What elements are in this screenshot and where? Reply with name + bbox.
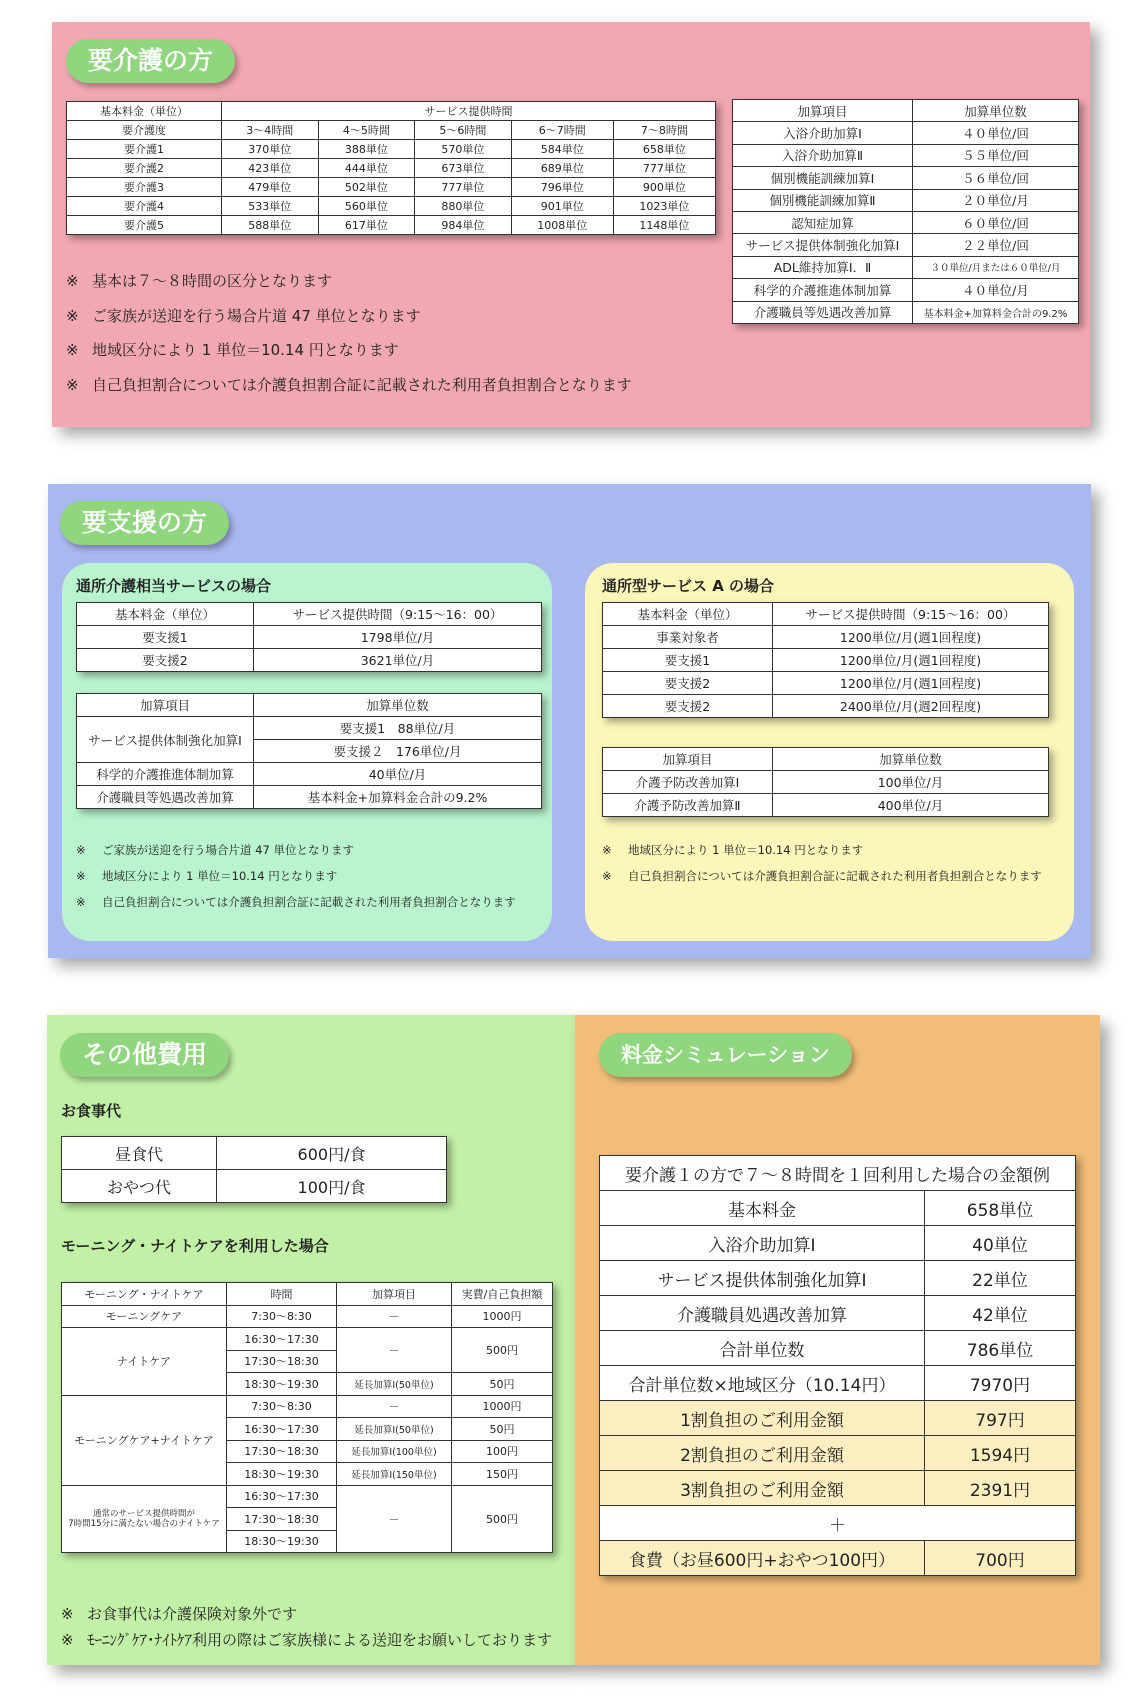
other-note: ※ お食事代は介護保険対象外です bbox=[61, 1605, 298, 1623]
table-cell: 昼食代 bbox=[62, 1137, 217, 1170]
support-right-subtitle: 通所型サービス A の場合 bbox=[602, 577, 775, 595]
table-header: 加算項目 bbox=[337, 1283, 452, 1306]
table-row bbox=[733, 189, 1079, 211]
support-left-note: ※ ご家族が送迎を行う場合片道 47 単位となります bbox=[76, 843, 354, 857]
table-cell: － bbox=[337, 1485, 452, 1553]
other-panel bbox=[47, 1015, 575, 1665]
table-cell: 444単位 bbox=[318, 159, 415, 178]
table-row bbox=[603, 771, 1049, 794]
table-row bbox=[67, 216, 716, 235]
other-note: ※ ﾓｰﾆﾝｸﾞｹｱ･ﾅｲﾄｹｱ利用の際はご家族様による送迎をお願いしております bbox=[61, 1631, 553, 1649]
table-row bbox=[733, 122, 1079, 144]
table-cell: ５６単位/回 bbox=[913, 167, 1079, 189]
table-cell: 18:30～19:30 bbox=[227, 1530, 337, 1553]
table-cell: 要支援1 bbox=[603, 649, 773, 672]
table-cell: 786単位 bbox=[925, 1331, 1076, 1366]
table-cell: 584単位 bbox=[511, 140, 613, 159]
table-cell: 40単位 bbox=[925, 1226, 1076, 1261]
table-header: 加算単位数 bbox=[913, 100, 1079, 122]
table-cell: 要支援２ 176単位/月 bbox=[254, 740, 542, 763]
table-header: 加算項目 bbox=[733, 100, 913, 122]
table-row bbox=[733, 301, 1079, 323]
table-cell: 要支援2 bbox=[77, 649, 254, 672]
table-row bbox=[67, 140, 716, 159]
table-cell: 1000円 bbox=[452, 1395, 553, 1418]
table-cell: 基本料金 bbox=[600, 1191, 925, 1226]
support-left-base-table bbox=[76, 602, 542, 672]
table-cell: 認知症加算 bbox=[733, 211, 913, 233]
support-right-base-table bbox=[602, 602, 1049, 718]
table-header: 6～7時間 bbox=[511, 121, 613, 140]
table-cell: 100円/食 bbox=[217, 1170, 447, 1203]
table-row bbox=[733, 167, 1079, 189]
table-cell: 18:30～19:30 bbox=[227, 1373, 337, 1396]
table-cell: 400単位/月 bbox=[773, 794, 1049, 817]
table-cell: 984単位 bbox=[415, 216, 512, 235]
table-row bbox=[733, 279, 1079, 301]
table-cell: 22単位 bbox=[925, 1261, 1076, 1296]
table-cell: 要介護2 bbox=[67, 159, 222, 178]
table-row bbox=[62, 1485, 553, 1508]
table-cell: 900単位 bbox=[613, 178, 715, 197]
table-cell: 16:30～17:30 bbox=[227, 1485, 337, 1508]
table-cell: 370単位 bbox=[222, 140, 319, 159]
table-cell: サービス提供体制強化加算Ⅰ bbox=[733, 234, 913, 256]
table-cell: 入浴介助加算Ⅰ bbox=[733, 122, 913, 144]
table-cell: 科学的介護推進体制加算 bbox=[77, 763, 254, 786]
table-header: 加算項目 bbox=[77, 694, 254, 717]
table-cell: 1148単位 bbox=[613, 216, 715, 235]
meal-table bbox=[61, 1136, 447, 1203]
table-cell: 40単位/月 bbox=[254, 763, 542, 786]
table-row bbox=[77, 763, 542, 786]
table-cell: ４０単位/月 bbox=[913, 279, 1079, 301]
table-header: 7～8時間 bbox=[613, 121, 715, 140]
table-cell: 1594円 bbox=[925, 1436, 1076, 1471]
table-cell: － bbox=[337, 1305, 452, 1328]
table-cell: 個別機能訓練加算Ⅱ bbox=[733, 189, 913, 211]
table-cell: 1200単位/月(週1回程度) bbox=[773, 626, 1049, 649]
table-cell: 100単位/月 bbox=[773, 771, 1049, 794]
table-row bbox=[600, 1261, 1076, 1296]
care-panel bbox=[52, 22, 1090, 427]
care-note: ※ ご家族が送迎を行う場合片道 47 単位となります bbox=[66, 307, 421, 325]
table-header: モーニング・ナイトケア bbox=[62, 1283, 227, 1306]
table-cell: 介護職員処遇改善加算 bbox=[600, 1296, 925, 1331]
table-cell: 700円 bbox=[925, 1541, 1076, 1576]
table-row bbox=[62, 1395, 553, 1418]
table-cell: ５５単位/回 bbox=[913, 144, 1079, 166]
table-cell: ６０単位/回 bbox=[913, 211, 1079, 233]
table-cell: モーニングケア bbox=[62, 1305, 227, 1328]
table-cell: モーニングケア+ナイトケア bbox=[62, 1395, 227, 1485]
table-row bbox=[603, 672, 1049, 695]
table-cell: 1200単位/月(週1回程度) bbox=[773, 649, 1049, 672]
table-row bbox=[600, 1296, 1076, 1331]
support-right-box bbox=[585, 563, 1074, 941]
table-cell: 延長加算Ⅰ(50単位) bbox=[337, 1418, 452, 1441]
care-note: ※ 地域区分により 1 単位＝10.14 円となります bbox=[66, 341, 399, 359]
table-cell: ３０単位/月または６０単位/月 bbox=[913, 256, 1079, 278]
care-option-label: モーニング・ナイトケアを利用した場合 bbox=[61, 1237, 329, 1255]
table-cell: 42単位 bbox=[925, 1296, 1076, 1331]
table-cell: 16:30～17:30 bbox=[227, 1328, 337, 1351]
table-row bbox=[733, 256, 1079, 278]
table-cell: 基本料金+加算料金合計の9.2% bbox=[254, 786, 542, 809]
simulation-panel bbox=[575, 1015, 1100, 1665]
table-cell: 777単位 bbox=[415, 178, 512, 197]
table-cell: 50円 bbox=[452, 1418, 553, 1441]
table-cell: 3621単位/月 bbox=[254, 649, 542, 672]
table-row bbox=[77, 717, 542, 740]
table-cell: 18:30～19:30 bbox=[227, 1463, 337, 1486]
table-cell: 17:30～18:30 bbox=[227, 1350, 337, 1373]
table-row bbox=[600, 1191, 1076, 1226]
care-addition-table bbox=[732, 99, 1079, 324]
table-header: サービス提供時間 bbox=[222, 102, 716, 121]
table-header: 加算単位数 bbox=[254, 694, 542, 717]
support-title: 要支援の方 bbox=[60, 501, 229, 545]
table-cell: 658単位 bbox=[613, 140, 715, 159]
support-left-note: ※ 地域区分により 1 単位＝10.14 円となります bbox=[76, 869, 338, 883]
table-cell: 要支援2 bbox=[603, 672, 773, 695]
table-row bbox=[67, 178, 716, 197]
table-cell: 入浴介助加算Ⅱ bbox=[733, 144, 913, 166]
care-note: ※ 自己負担割合については介護負担割合証に記載された利用者負担割合となります bbox=[66, 376, 632, 394]
table-cell: 689単位 bbox=[511, 159, 613, 178]
table-cell: ２０単位/月 bbox=[913, 189, 1079, 211]
table-cell: 延長加算Ⅰ(100単位) bbox=[337, 1440, 452, 1463]
table-row bbox=[62, 1137, 447, 1170]
table-cell: 要支援1 bbox=[77, 626, 254, 649]
table-cell: 796単位 bbox=[511, 178, 613, 197]
table-row bbox=[600, 1366, 1076, 1401]
table-cell: 介護予防改善加算Ⅰ bbox=[603, 771, 773, 794]
support-left-note: ※ 自己負担割合については介護負担割合証に記載された利用者負担割合となります bbox=[76, 895, 516, 909]
table-row bbox=[733, 211, 1079, 233]
table-cell: 介護予防改善加算Ⅱ bbox=[603, 794, 773, 817]
table-cell: ２２単位/回 bbox=[913, 234, 1079, 256]
support-right-add-table bbox=[602, 747, 1049, 817]
table-cell: 1008単位 bbox=[511, 216, 613, 235]
table-cell: 要支援1 88単位/月 bbox=[254, 717, 542, 740]
table-cell: 901単位 bbox=[511, 197, 613, 216]
table-cell: 617単位 bbox=[318, 216, 415, 235]
table-cell: 600円/食 bbox=[217, 1137, 447, 1170]
table-cell: 介護職員等処遇改善加算 bbox=[733, 301, 913, 323]
table-cell: 16:30～17:30 bbox=[227, 1418, 337, 1441]
table-cell: 500円 bbox=[452, 1328, 553, 1373]
table-cell: 502単位 bbox=[318, 178, 415, 197]
table-cell: 延長加算Ⅰ(50単位) bbox=[337, 1373, 452, 1396]
table-header: 5～6時間 bbox=[415, 121, 512, 140]
table-cell: 7:30～8:30 bbox=[227, 1305, 337, 1328]
table-header: 加算単位数 bbox=[773, 748, 1049, 771]
support-left-add-table bbox=[76, 693, 542, 809]
table-cell: 1割負担のご利用金額 bbox=[600, 1401, 925, 1436]
care-note: ※ 基本は７～８時間の区分となります bbox=[66, 272, 333, 290]
table-header: サービス提供時間（9:15～16：00） bbox=[773, 603, 1049, 626]
table-cell: 食費（お昼600円+おやつ100円） bbox=[600, 1541, 925, 1576]
table-row bbox=[62, 1170, 447, 1203]
table-cell: － bbox=[337, 1328, 452, 1373]
table-cell: 17:30～18:30 bbox=[227, 1440, 337, 1463]
table-cell: ADL維持加算Ⅰ．Ⅱ bbox=[733, 256, 913, 278]
table-cell: － bbox=[337, 1395, 452, 1418]
table-header: 4～5時間 bbox=[318, 121, 415, 140]
table-cell: 1798単位/月 bbox=[254, 626, 542, 649]
table-cell: ４０単位/回 bbox=[913, 122, 1079, 144]
table-cell: 介護職員等処遇改善加算 bbox=[77, 786, 254, 809]
table-cell: 通常のサービス提供時間が 7時間15分に満たない場合のナイトケア bbox=[62, 1485, 227, 1553]
table-cell: 533単位 bbox=[222, 197, 319, 216]
table-cell: 880単位 bbox=[415, 197, 512, 216]
table-cell: 延長加算Ⅰ(150単位) bbox=[337, 1463, 452, 1486]
table-cell: 要介護3 bbox=[67, 178, 222, 197]
table-cell: 150円 bbox=[452, 1463, 553, 1486]
table-cell: 入浴介助加算Ⅰ bbox=[600, 1226, 925, 1261]
morning-night-table bbox=[61, 1282, 553, 1553]
support-left-subtitle: 通所介護相当サービスの場合 bbox=[76, 577, 272, 595]
table-row bbox=[733, 234, 1079, 256]
table-cell: 事業対象者 bbox=[603, 626, 773, 649]
table-cell: 要支援2 bbox=[603, 695, 773, 718]
table-row bbox=[67, 197, 716, 216]
table-cell: サービス提供体制強化加算Ⅰ bbox=[600, 1261, 925, 1296]
table-row bbox=[600, 1226, 1076, 1261]
table-cell: 基本料金+加算料金合計の9.2% bbox=[913, 301, 1079, 323]
table-row bbox=[600, 1436, 1076, 1471]
table-cell: 588単位 bbox=[222, 216, 319, 235]
care-title: 要介護の方 bbox=[66, 39, 235, 83]
table-header: 要介護度 bbox=[67, 121, 222, 140]
table-cell: ナイトケア bbox=[62, 1328, 227, 1396]
meal-label: お食事代 bbox=[61, 1102, 122, 1120]
table-row bbox=[77, 786, 542, 809]
table-cell: 個別機能訓練加算Ⅰ bbox=[733, 167, 913, 189]
table-header: 時間 bbox=[227, 1283, 337, 1306]
table-row bbox=[603, 794, 1049, 817]
table-row bbox=[603, 695, 1049, 718]
simulation-title: 料金シミュレーション bbox=[599, 1033, 852, 1077]
table-header: サービス提供時間（9:15～16：00） bbox=[254, 603, 542, 626]
support-right-note: ※ 自己負担割合については介護負担割合証に記載された利用者負担割合となります bbox=[602, 869, 1042, 883]
table-cell: 3割負担のご利用金額 bbox=[600, 1471, 925, 1506]
table-row bbox=[600, 1331, 1076, 1366]
table-cell: 673単位 bbox=[415, 159, 512, 178]
table-row bbox=[62, 1305, 553, 1328]
table-cell: 要介護5 bbox=[67, 216, 222, 235]
table-cell: 560単位 bbox=[318, 197, 415, 216]
table-header: 3～4時間 bbox=[222, 121, 319, 140]
table-row bbox=[600, 1541, 1076, 1576]
support-panel bbox=[48, 484, 1091, 958]
table-header: 実費/自己負担額 bbox=[452, 1283, 553, 1306]
table-cell: 2割負担のご利用金額 bbox=[600, 1436, 925, 1471]
support-right-note: ※ 地域区分により 1 単位＝10.14 円となります bbox=[602, 843, 864, 857]
table-cell: 合計単位数 bbox=[600, 1331, 925, 1366]
table-cell: 479単位 bbox=[222, 178, 319, 197]
table-cell: 388単位 bbox=[318, 140, 415, 159]
table-cell: 658単位 bbox=[925, 1191, 1076, 1226]
care-base-table bbox=[66, 101, 716, 235]
table-cell: 7:30～8:30 bbox=[227, 1395, 337, 1418]
table-cell: 1200単位/月(週1回程度) bbox=[773, 672, 1049, 695]
table-cell: 合計単位数×地域区分（10.14円） bbox=[600, 1366, 925, 1401]
table-cell: 2400単位/月(週2回程度) bbox=[773, 695, 1049, 718]
simulation-table bbox=[599, 1155, 1076, 1576]
table-cell: サービス提供体制強化加算Ⅰ bbox=[77, 717, 254, 763]
table-row bbox=[603, 626, 1049, 649]
table-cell: 17:30～18:30 bbox=[227, 1508, 337, 1531]
table-header: 基本料金（単位） bbox=[77, 603, 254, 626]
table-cell: 797円 bbox=[925, 1401, 1076, 1436]
table-cell: 50円 bbox=[452, 1373, 553, 1396]
table-cell: 423単位 bbox=[222, 159, 319, 178]
table-row bbox=[603, 649, 1049, 672]
table-caption: 要介護１の方で７～８時間を１回利用した場合の金額例 bbox=[600, 1156, 1076, 1191]
table-cell: 科学的介護推進体制加算 bbox=[733, 279, 913, 301]
table-cell: おやつ代 bbox=[62, 1170, 217, 1203]
table-cell: 要介護4 bbox=[67, 197, 222, 216]
table-header: 基本料金（単位） bbox=[603, 603, 773, 626]
table-row bbox=[77, 626, 542, 649]
table-cell: 1000円 bbox=[452, 1305, 553, 1328]
table-cell: 要介護1 bbox=[67, 140, 222, 159]
table-row bbox=[733, 144, 1079, 166]
other-title: その他費用 bbox=[60, 1033, 229, 1077]
table-row bbox=[77, 649, 542, 672]
table-row bbox=[67, 159, 716, 178]
table-row bbox=[600, 1471, 1076, 1506]
table-cell: 2391円 bbox=[925, 1471, 1076, 1506]
table-cell: 500円 bbox=[452, 1485, 553, 1553]
table-header: 加算項目 bbox=[603, 748, 773, 771]
table-cell: 100円 bbox=[452, 1440, 553, 1463]
table-cell: 570単位 bbox=[415, 140, 512, 159]
support-left-box bbox=[62, 563, 552, 941]
table-header: 基本料金（単位） bbox=[67, 102, 222, 121]
table-cell: 1023単位 bbox=[613, 197, 715, 216]
table-row bbox=[600, 1401, 1076, 1436]
table-cell: 777単位 bbox=[613, 159, 715, 178]
table-row bbox=[62, 1328, 553, 1351]
plus-sign: ＋ bbox=[600, 1506, 1076, 1541]
table-cell: 7970円 bbox=[925, 1366, 1076, 1401]
